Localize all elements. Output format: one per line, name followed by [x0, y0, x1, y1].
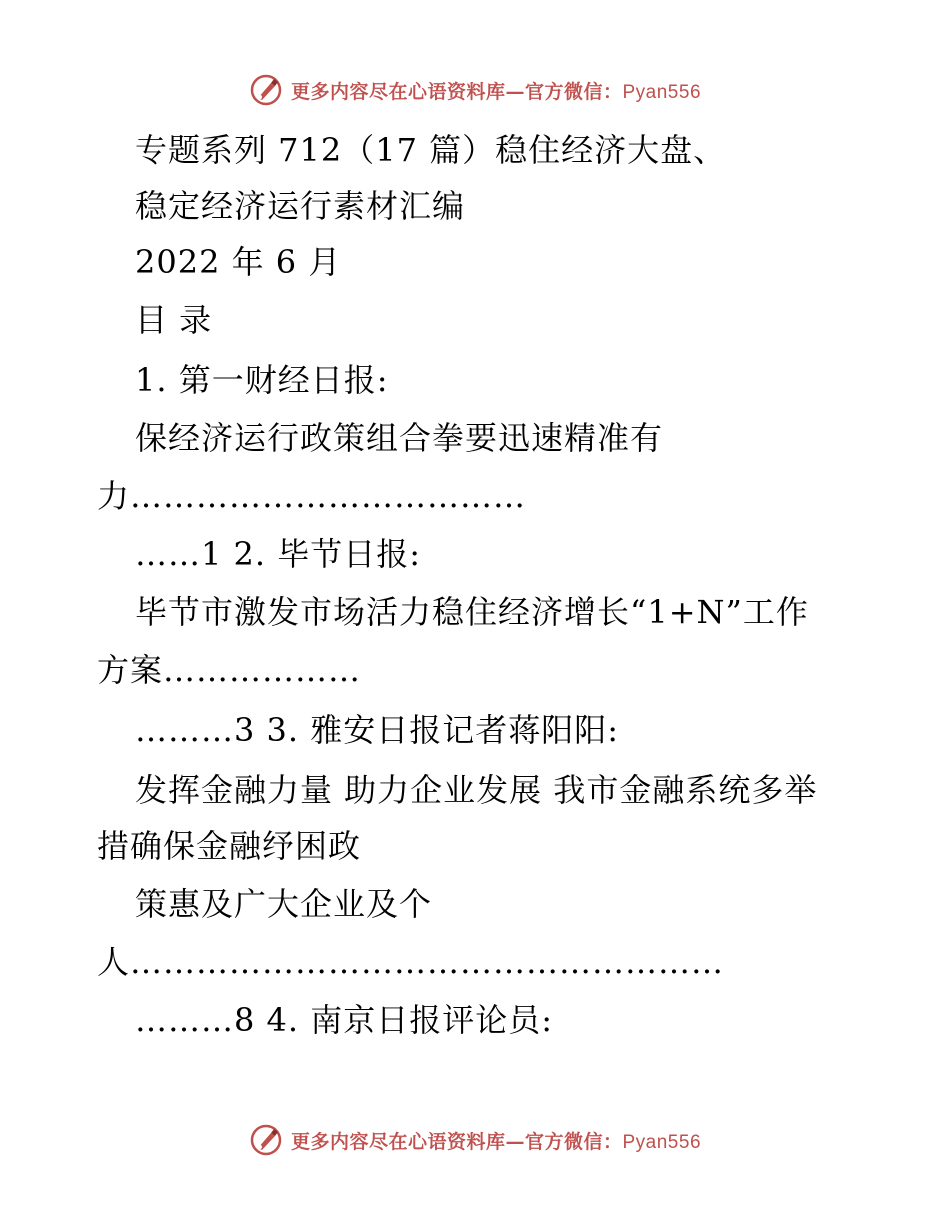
toc-entry: 发挥金融力量 助力企业发展 我市金融系统多举: [135, 771, 818, 809]
toc-entry: ………8 4. 南京日报评论员:: [135, 1001, 554, 1039]
toc-entry: 策惠及广大企业及个: [135, 885, 433, 923]
date-line: 2022 年 6 月: [135, 243, 342, 281]
toc-entry: 方案………………: [97, 651, 362, 689]
toc-entry: 保经济运行政策组合拳要迅速精准有: [135, 419, 664, 457]
toc-entry: ……1 2. 毕节日报:: [135, 535, 422, 573]
watermark-text: 更多内容尽在心语资料库—官方微信：Pyan556: [290, 80, 702, 103]
title-line-2: 稳定经济运行素材汇编: [135, 187, 466, 225]
toc-entry: 人………………………………………………: [97, 943, 725, 981]
toc-entry: 毕节市激发市场活力稳住经济增长“1+N”工作: [135, 593, 809, 631]
toc-entry: ………3 3. 雅安日报记者蒋阳阳:: [135, 711, 620, 749]
pen-seal-icon: [249, 73, 283, 107]
toc-entry: 措确保金融纾困政: [97, 827, 362, 865]
title-line-1: 专题系列 712（17 篇）稳住经济大盘、: [135, 131, 727, 169]
header-watermark-banner: [0, 70, 950, 110]
pen-seal-icon: [249, 1123, 283, 1157]
footer-watermark-banner: [0, 1120, 950, 1160]
toc-entry: 1. 第一财经日报:: [135, 361, 389, 399]
watermark-text: 更多内容尽在心语资料库—官方微信：Pyan556: [290, 1130, 702, 1153]
toc-entry: 力………………………………: [97, 477, 527, 515]
toc-heading: 目 录: [135, 301, 213, 339]
